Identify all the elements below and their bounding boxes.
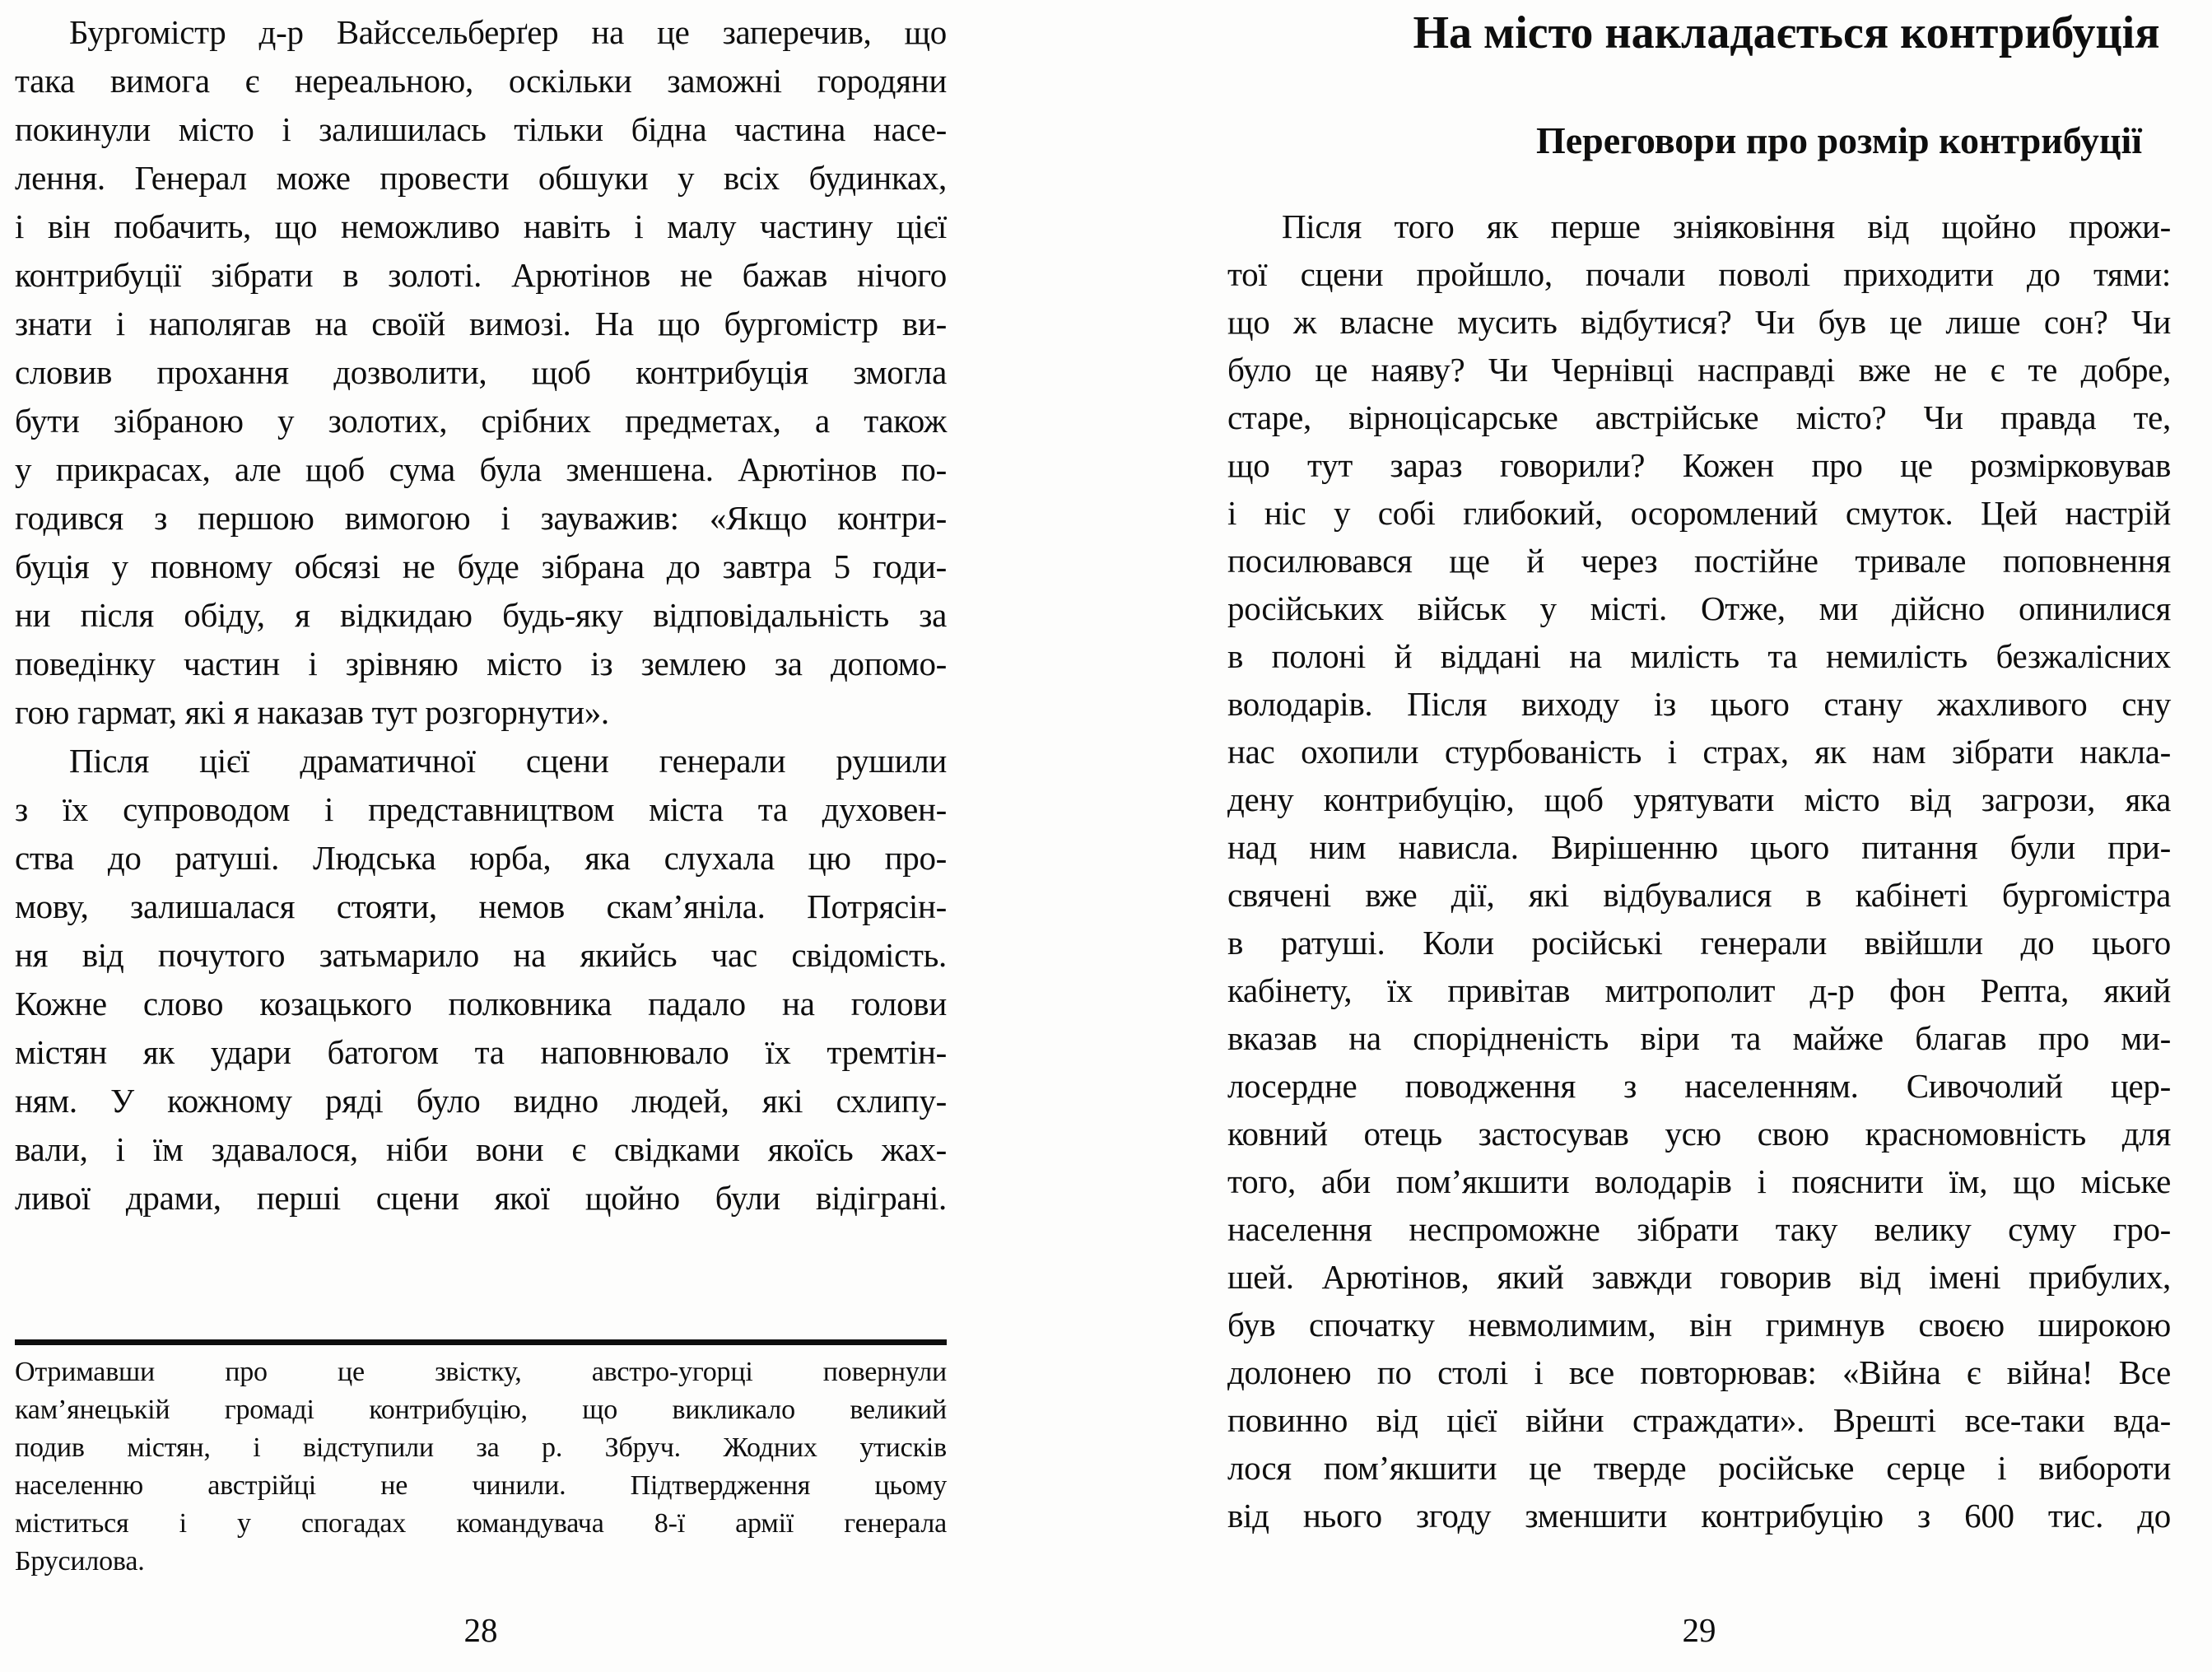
- text-line: Брусилова.: [15, 1546, 145, 1577]
- text-line: контрибуції зібрати в золоті. Арютінов не бажав нічого: [15, 256, 947, 294]
- text-line: в ратуші. Коли російські генерали ввійшли до цього: [1227, 924, 2171, 962]
- text-line: російських військ у місті. Отже, ми дійсно опинилися: [1227, 589, 2171, 627]
- text-line: лення. Генерал може провести обшуки у всіх будинках,: [15, 159, 947, 197]
- text-line: і він побачить, що неможливо навіть і малу частину цієї: [15, 207, 947, 245]
- text-line: Після цієї драматичної сцени генерали рушили: [69, 742, 947, 780]
- text-line: повинно від цієї війни страждати». Врешті все-таки вда-: [1227, 1401, 2171, 1439]
- page-number-left: 28: [463, 1611, 498, 1649]
- text-line: з їх супроводом і представництвом міста та духовен-: [15, 790, 947, 828]
- footnote: [15, 1353, 947, 1581]
- text-line: що ж власне мусить відбутися? Чи був це лише сон? Чи: [1227, 303, 2171, 341]
- text-line: кам’янецькій громаді контрибуцію, що викликало великий: [15, 1395, 947, 1425]
- text-line: поведінку частин і зрівняю місто із землею за допомо-: [15, 645, 947, 682]
- page-number-right: 29: [1682, 1611, 1716, 1649]
- text-line: був спочатку невмолимим, він гримнув своєю широкою: [1227, 1306, 2171, 1344]
- text-line: було це наяву? Чи Чернівці насправді вже не є те добре,: [1227, 351, 2171, 389]
- text-line: подив містян, і відступили за р. Збруч. Жодних утисків: [15, 1432, 947, 1463]
- text-line: ни після обіду, я відкидаю будь-яку відповідальність за: [15, 596, 947, 634]
- text-line: ковний отець застосував усю свою красномовність для: [1227, 1115, 2171, 1153]
- page-left: [15, 0, 947, 1672]
- text-line: Отримавши про це звістку, австро-угорці повернули: [15, 1357, 947, 1387]
- text-line: Бургомістр д-р Вайссельберґер на це заперечив, що: [69, 13, 947, 51]
- text-line: лося пом’якшити це тверде російське серце і вибороти: [1227, 1449, 2171, 1487]
- text-line: бути зібраною у золотих, срібних предметах, а також: [15, 402, 947, 440]
- text-line: дену контрибуцію, щоб урятувати місто від загрози, яка: [1227, 780, 2171, 818]
- text-line: нас охопили стурбованість і страх, як нам зібрати накла-: [1227, 733, 2171, 771]
- text-line: така вимога є нереальною, оскільки заможні городяни: [15, 62, 947, 100]
- text-line: словив прохання дозволити, щоб контрибуція змогла: [15, 353, 947, 391]
- text-line: в полоні й віддані на милість та немилість безжалісних: [1227, 637, 2171, 675]
- text-line: свячені вже дії, які відбувалися в кабінеті бургомістра: [1227, 876, 2171, 914]
- section-title: Переговори про розмір контрибуції: [1535, 119, 2143, 161]
- text-line: долонею по столі і все повторював: «Війна є війна! Все: [1227, 1353, 2171, 1391]
- text-line: знати і наполягав на своїй вимозі. На що бургомістр ви-: [15, 305, 947, 342]
- paragraph: [15, 8, 947, 737]
- text-line: ства до ратуші. Людська юрба, яка слухала цю про-: [15, 839, 947, 877]
- text-line: населенню австрійці не чинили. Підтвердження цьому: [15, 1470, 947, 1501]
- text-line: над ним нависла. Вирішенню цього питання були при-: [1227, 828, 2171, 866]
- text-line: того, аби пом’якшити володарів і пояснити їм, що міське: [1227, 1162, 2171, 1200]
- text-line: Кожне слово козацького полковника падало на голови: [15, 985, 947, 1022]
- text-line: Після того як перше зніяковіння від щойно прожи-: [1282, 207, 2171, 245]
- page-right: [1227, 0, 2171, 1672]
- footnote-separator-rule: [15, 1339, 947, 1345]
- text-line: у прикрасах, але щоб сума була зменшена. Арютінов по-: [15, 450, 947, 488]
- text-line: тої сцени пройшло, почали поволі приходити до тями:: [1227, 255, 2171, 293]
- text-line: гою гармат, які я наказав тут розгорнути».: [15, 693, 609, 731]
- paragraph: [15, 737, 947, 1223]
- text-line: мову, залишалася стояти, немов скам’яніла. Потрясін-: [15, 887, 947, 925]
- text-line: населення неспроможне зібрати таку велику суму гро-: [1227, 1210, 2171, 1248]
- text-line: від нього згоду зменшити контрибуцію з 600 тис. до: [1227, 1497, 2171, 1535]
- text-line: посилювався ще й через постійне тривале поповнення: [1227, 542, 2171, 580]
- page-left-body: [15, 8, 947, 1223]
- text-line: покинули місто і залишилась тільки бідна частина насе-: [15, 110, 947, 148]
- chapter-title: На місто накладається контрибуція: [1413, 7, 2160, 58]
- text-line: і ніс у собі глибокий, осоромлений смуток. Цей настрій: [1227, 494, 2171, 532]
- text-line: лосердне поводження з населенням. Сивочолий цер-: [1227, 1067, 2171, 1105]
- page-right-body: [1227, 203, 2171, 1539]
- text-line: ням. У кожному ряді було видно людей, які схлипу-: [15, 1082, 947, 1120]
- text-line: вказав на спорідненість віри та майже благав про ми-: [1227, 1019, 2171, 1057]
- text-line: володарів. Після виходу із цього стану жахливого сну: [1227, 685, 2171, 723]
- text-line: вали, і їм здавалося, ніби вони є свідками якоїсь жах-: [15, 1130, 947, 1168]
- text-line: буція у повному обсязі не буде зібрана до завтра 5 годи-: [15, 547, 947, 585]
- text-line: що тут зараз говорили? Кожен про це розмірковував: [1227, 446, 2171, 484]
- paragraph: [15, 1353, 947, 1581]
- text-line: кабінету, їх привітав митрополит д-р фон Репта, який: [1227, 971, 2171, 1009]
- text-line: міститься і у спогадах командувача 8-ї армії генерала: [15, 1508, 947, 1539]
- text-line: старе, вірноцісарське австрійське місто? Чи правда те,: [1227, 398, 2171, 436]
- text-line: годився з першою вимогою і зауважив: «Якщо контри-: [15, 499, 947, 537]
- text-line: містян як удари батогом та наповнювало їх тремтін-: [15, 1033, 947, 1071]
- text-line: ня від почутого затьмарило на якийсь час свідомість.: [15, 936, 947, 974]
- text-line: ливої драми, перші сцени якої щойно були відіграні.: [15, 1179, 947, 1217]
- paragraph: [1227, 203, 2171, 1539]
- text-line: шей. Арютінов, який завжди говорив від імені прибулих,: [1227, 1258, 2171, 1296]
